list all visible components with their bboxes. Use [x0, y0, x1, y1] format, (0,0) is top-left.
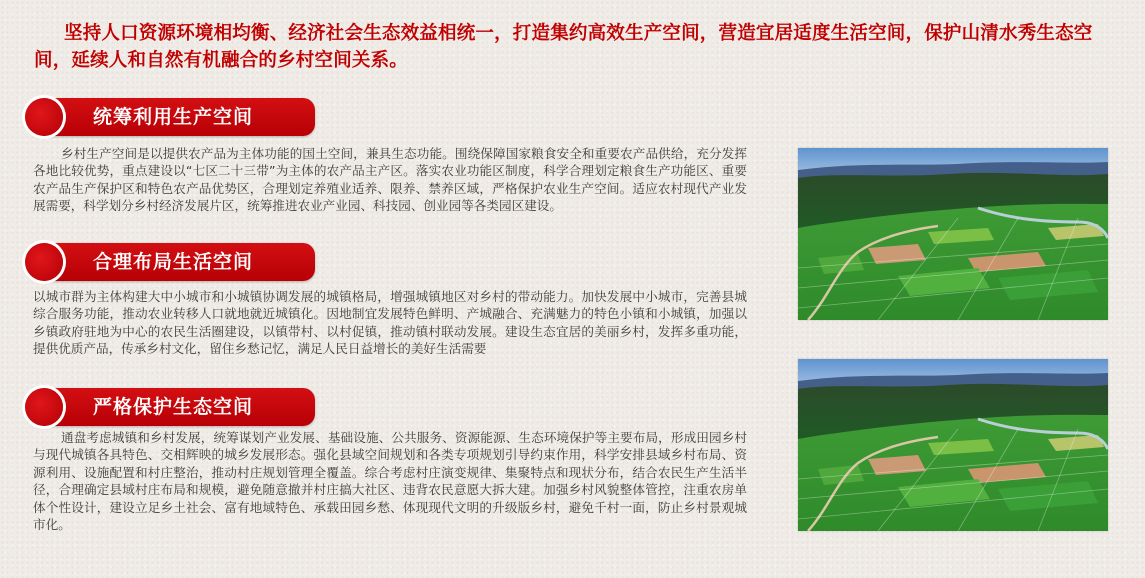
section-header-production — [25, 98, 317, 136]
section-title: 合理布局生活空间 — [93, 251, 254, 273]
circle-bullet-icon — [25, 243, 63, 281]
section-header-living — [25, 243, 317, 281]
section-body-production: 乡村生产空间是以提供农产品为主体功能的国土空间，兼具生态功能。围绕保障国家粮食安全和重要农产品供给，充分发挥各地比较优势，重点建设以“七区二十三带”为主体的农产品主产区。落实农业功能区制度，科学合理划定粮食生产功能区、重要农产品生产保护区和特色农产品优势区，合理划定养殖业适养、限养、禁养区域，严格保护农业生产空间。适应农村现代产业发展需要，科学划分乡村经济发展片区，统筹推进农业产业园、科技园、创业园等各类园区建设。 — [33, 146, 747, 214]
circle-bullet-icon — [25, 98, 63, 136]
intro-paragraph: 坚持人口资源环境相均衡、经济社会生态效益相统一，打造集约高效生产空间，营造宜居适度生活空间，保护山清水秀生态空间，延续人和自然有机融合的乡村空间关系。 — [34, 23, 1093, 71]
section-body-ecology: 通盘考虑城镇和乡村发展，统筹谋划产业发展、基础设施、公共服务、资源能源、生态环境保护等主要布局，形成田园乡村与现代城镇各具特色、交相辉映的城乡发展形态。强化县域空间规划和各类专项规划引导约束作用，科学安排县域乡村布局、资源利用、设施配置和村庄整治，推动村庄规划管理全覆盖。综合考虑村庄演变规律、集聚特点和现状分布，结合农民生产生活半径，合理确定县域村庄布局和规模，避免随意撤并村庄搞大社区、违背农民意愿大拆大建。加强乡村风貌整体管控，注重农房单体个性设计，建设立足乡土社会、富有地域特色、承载田园乡愁、体现现代文明的升级版乡村，避免千村一面，防止乡村景观城市化。 — [33, 430, 747, 533]
section-title: 统筹利用生产空间 — [93, 106, 254, 128]
section-body-living: 以城市群为主体构建大中小城市和小城镇协调发展的城镇格局，增强城镇地区对乡村的带动能力。加快发展中小城市，完善县城综合服务功能，推动农业转移人口就地就近城镇化。因地制宜发展特色鲜明、产城融合、充满魅力的特色小镇和小城镇，加强以乡镇政府驻地为中心的农民生活圈建设，以镇带村、以村促镇，推动镇村联动发展。建设生态宜居的美丽乡村，发挥多重功能，提供优质产品，传承乡村文化，留住乡愁记忆，满足人民日益增长的美好生活需要 — [33, 289, 747, 357]
farmland-photo — [798, 148, 1108, 320]
section-title: 严格保护生态空间 — [93, 396, 254, 418]
circle-bullet-icon — [25, 388, 63, 426]
farmland-photo — [798, 359, 1108, 531]
section-header-ecology — [25, 388, 317, 426]
